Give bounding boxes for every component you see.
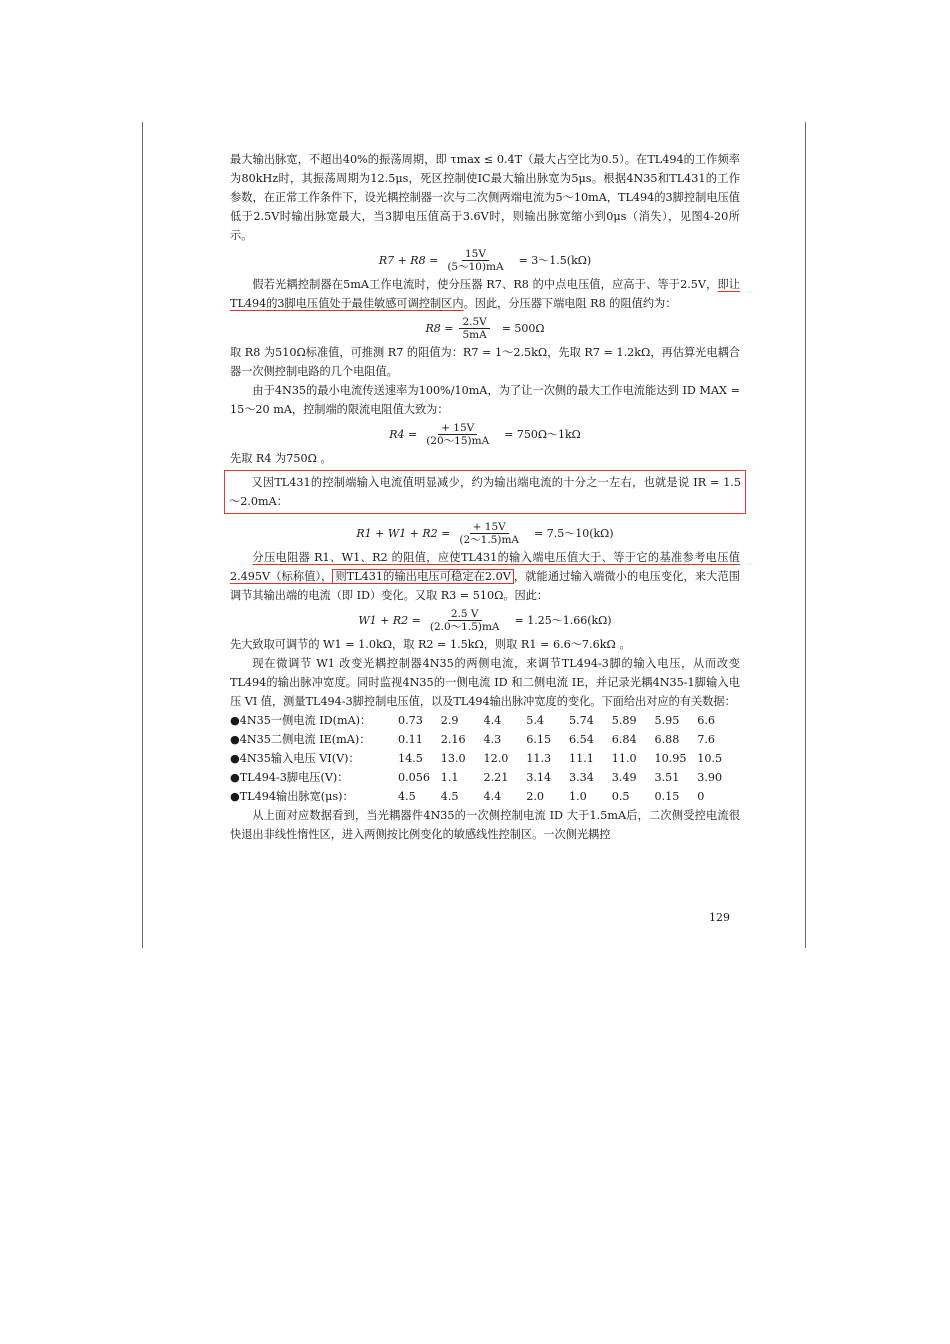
fraction-denominator: (2.0～1.5)mA (429, 620, 500, 633)
data-value: 11.3 (526, 752, 552, 765)
formula-fraction (456, 521, 522, 546)
formula-fraction (459, 316, 489, 341)
data-value: 3.90 (697, 771, 723, 784)
data-value: 11.0 (611, 752, 637, 765)
data-value: 5.95 (654, 714, 680, 727)
data-value: 0 (697, 790, 705, 803)
paragraph-5: 先取 R4 为750Ω 。 (230, 452, 332, 465)
paragraph-2 (230, 275, 740, 313)
data-row (230, 768, 740, 787)
data-row-label: ●4N35一侧电流 ID(mA)： (230, 714, 372, 727)
formula-r8 (230, 313, 740, 343)
data-row (230, 730, 740, 749)
data-value: 6.84 (611, 733, 637, 746)
data-value: 4.5 (440, 790, 459, 803)
data-value: 2.21 (483, 771, 509, 784)
formula-r1-w1-r2 (230, 518, 740, 548)
paragraph-3: 取 R8 为510Ω标准值，可推测 R7 的阻值为：R7 = 1～2.5kΩ，先取 R7 = 1.2kΩ，再估算光电耦合器一次侧控制电路的几个电阻值。 (230, 346, 740, 378)
data-value: 3.14 (526, 771, 552, 784)
formula-lhs: R8 = (425, 321, 454, 335)
data-value: 0.11 (398, 733, 423, 746)
data-value: 12.0 (483, 752, 509, 765)
data-value: 13.0 (440, 752, 466, 765)
data-value: 1.0 (569, 790, 587, 803)
data-value: 11.1 (569, 752, 594, 765)
formula-fraction (444, 248, 506, 273)
data-value: 3.34 (569, 771, 594, 784)
data-value: 0.5 (611, 790, 630, 803)
data-value: 6.15 (526, 733, 552, 746)
fraction-denominator: (5～10)mA (447, 260, 504, 273)
data-value: 1.1 (440, 771, 459, 784)
formula-r4 (230, 419, 740, 449)
formula-lhs: R1 + W1 + R2 = (356, 526, 451, 540)
data-value: 4.3 (483, 733, 502, 746)
fraction-numerator: 15V (462, 248, 489, 261)
data-value: 2.9 (440, 714, 459, 727)
paragraph-7-text-b: ，就能通过输入端微小的电压变化，来大范围调节其输出端的电流（即 ID）变化。又取 R3 = 510Ω。因此： (230, 570, 740, 602)
formula-fraction (427, 608, 503, 633)
formula-r7-r8 (230, 245, 740, 275)
data-row-label: ●4N35二侧电流 IE(mA)： (230, 733, 371, 746)
formula-lhs: W1 + R2 = (358, 613, 421, 627)
formula-rhs: = 1.25～1.66(kΩ) (514, 613, 612, 627)
data-list (230, 711, 740, 806)
data-value: 5.4 (526, 714, 545, 727)
formula-fraction (423, 422, 492, 447)
data-value: 7.6 (697, 733, 716, 746)
data-row-values (398, 730, 740, 749)
data-row (230, 787, 740, 806)
fraction-denominator: (20～15)mA (426, 434, 490, 447)
fraction-numerator: 2.5V (459, 316, 489, 329)
formula-lhs: R4 = (389, 427, 418, 441)
data-row-label: ●TL494输出脉宽(μs)： (230, 790, 354, 803)
data-value: 4.5 (398, 790, 416, 803)
formula-rhs: = 500Ω (501, 321, 545, 335)
paragraph-1: 最大输出脉宽，不超出40%的振荡周期，即 τmax ≤ 0.4T（最大占空比为0.5）。在TL494的工作频率为80kHz时，其振荡周期为12.5μs，死区控制使IC最大输出脉宽为5μs。根据4N35和TL431的工作参数，在正常工作条件下，设光耦控制器一次与二次侧两端电流为5～10mA，TL494的3脚控制电压值低于2.5V时输出脉宽最大，当3脚电压值高于3.6V时，则输出脉宽缩小到0μs（消失），见图4-20所示。 (230, 153, 740, 242)
fraction-numerator: + 15V (470, 521, 509, 534)
data-row-values (398, 749, 740, 768)
data-value: 6.88 (654, 733, 680, 746)
left-margin-line (142, 122, 143, 948)
paragraph-4: 由于4N35的最小电流传送速率为100%/10mA，为了让一次侧的最大工作电流能达到 ID MAX = 15～20 mA，控制端的限流电阻值大致为： (230, 384, 740, 416)
right-margin-line (805, 122, 806, 948)
data-value: 4.4 (483, 714, 502, 727)
data-value: 3.49 (611, 771, 637, 784)
page-number: 129 (709, 911, 730, 924)
paragraph-7 (230, 548, 740, 605)
red-underlined-text: 分压电阻器 R1、W1、R2 的阻值，应使TL431的输入端电压值大于、等于它的基准参考电压值2.495V（标称值）， (230, 551, 740, 583)
data-value: 5.74 (569, 714, 594, 727)
data-value: 0.056 (398, 771, 431, 784)
formula-lhs: R7 + R8 = (378, 253, 439, 267)
paragraph-8: 先大致取可调节的 W1 = 1.0kΩ，取 R2 = 1.5kΩ，则取 R1 = 6.6～7.6kΩ 。 (230, 638, 631, 651)
red-underlined-text: 即让TL494的3脚电压值处于最佳敏感可调控制区内 (230, 278, 740, 310)
data-value: 6.6 (697, 714, 716, 727)
data-value: 10.5 (697, 752, 723, 765)
fraction-numerator: 2.5 V (448, 608, 482, 621)
red-highlight-box (224, 470, 746, 514)
paragraph-10: 从上面对应数据看到，当光耦器件4N35的一次侧控制电流 ID 大于1.5mA后，二次侧受控电流很快退出非线性惰性区，进入两侧按比例变化的敏感线性控制区。一次侧光耦控 (230, 809, 740, 841)
data-value: 4.4 (483, 790, 502, 803)
data-row-values (398, 711, 740, 730)
data-value: 6.54 (569, 733, 594, 746)
data-row (230, 749, 740, 768)
formula-rhs: = 7.5～10(kΩ) (534, 526, 614, 540)
fraction-denominator: (2～1.5)mA (459, 533, 520, 546)
data-row-values (398, 768, 740, 787)
paragraph-9: 现在微调节 W1 改变光耦控制器4N35的两侧电流，来调节TL494-3脚的输入电压，从而改变TL494的输出脉冲宽度。同时监视4N35的一侧电流 ID 和二侧电流 IE，并记录光耦4N35-1脚输入电压 VI 值，测量TL494-3脚控制电压值，以及TL494输出脉冲宽度的变化。下面给出对应的有关数据： (230, 657, 740, 708)
paragraph-6: 又因TL431的控制端输入电流值明显减少，约为输出端电流的十分之一左右，也就是说 IR = 1.5～2.0mA： (229, 476, 741, 508)
data-value: 2.0 (526, 790, 545, 803)
document-page (229, 150, 741, 924)
data-value: 2.16 (440, 733, 466, 746)
data-value: 3.51 (654, 771, 680, 784)
data-value: 0.15 (654, 790, 680, 803)
paragraph-2-text-a: 假若光耦控制器在5mA工作电流时，使分压器 R7、R8 的中点电压值，应高于、等于2.5V， (252, 278, 718, 291)
data-value: 5.89 (611, 714, 637, 727)
data-row-values (398, 787, 740, 806)
data-row-label: ●4N35输入电压 VI(V)： (230, 752, 360, 765)
data-row (230, 711, 740, 730)
formula-rhs: = 3～1.5(kΩ) (518, 253, 592, 267)
formula-w1-r2 (230, 605, 740, 635)
data-value: 0.73 (398, 714, 423, 727)
paragraph-2-text-b: 。因此，分压器下端电阻 R8 的阻值约为： (463, 297, 677, 310)
fraction-denominator: 5mA (462, 328, 487, 341)
data-value: 10.95 (654, 752, 687, 765)
formula-rhs: = 750Ω～1kΩ (504, 427, 581, 441)
fraction-numerator: + 15V (438, 422, 477, 435)
red-boxed-text: 则TL431的输出电压可稳定在2.0V (332, 569, 513, 584)
data-row-label: ●TL494-3脚电压(V)： (230, 771, 349, 784)
data-value: 14.5 (398, 752, 423, 765)
